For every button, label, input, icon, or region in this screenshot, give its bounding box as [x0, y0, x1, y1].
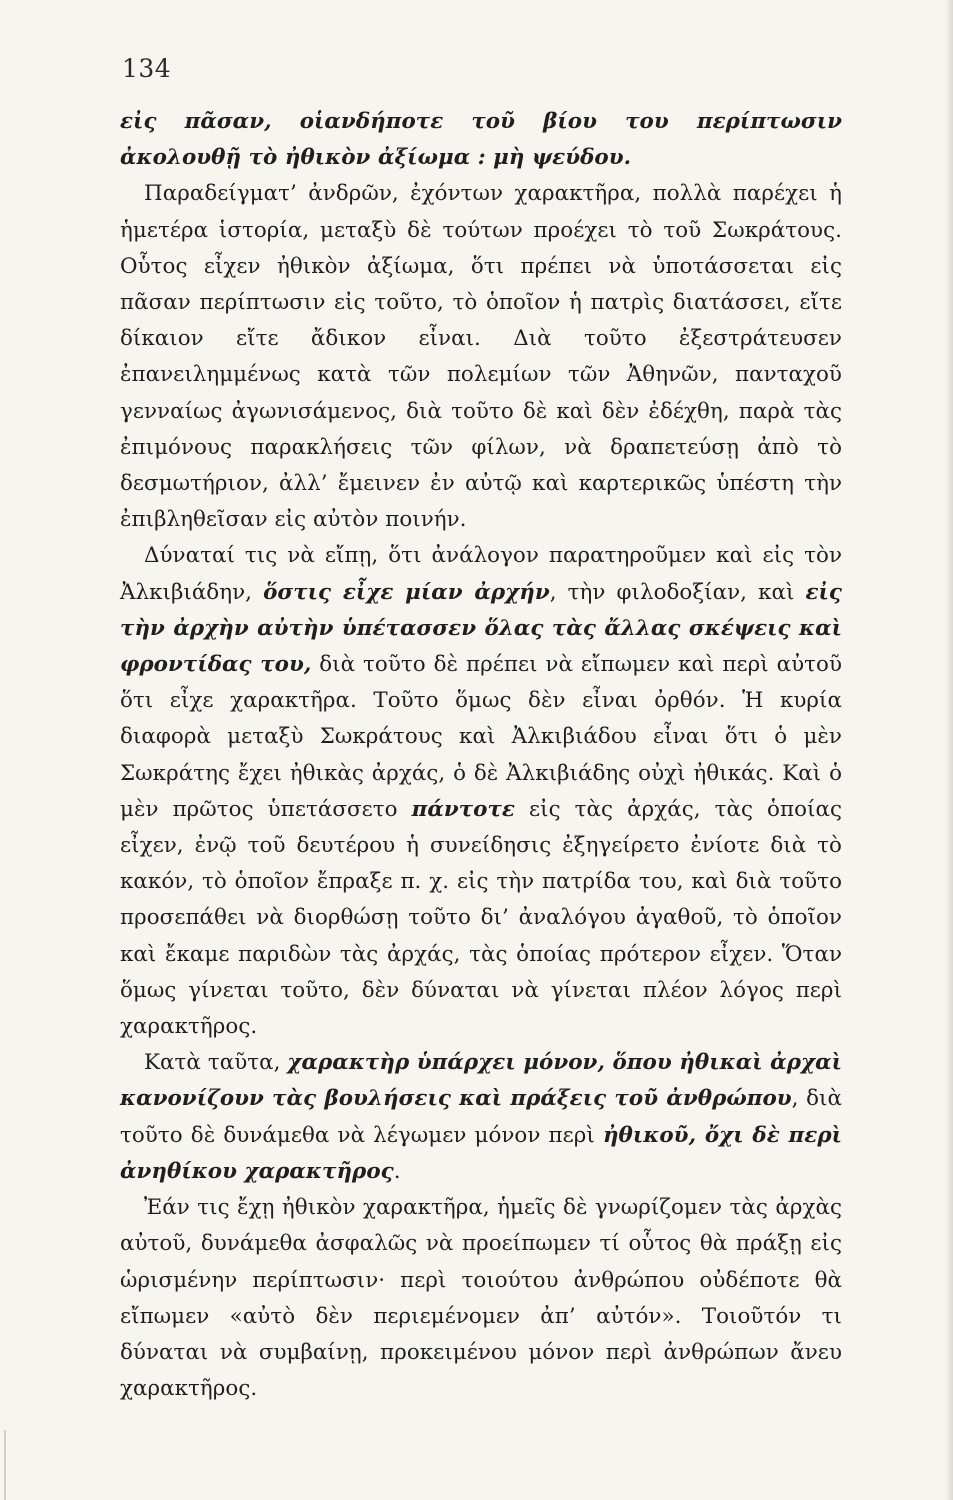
page-edge-shadow	[946, 0, 953, 1500]
text-segment: , τὴν φιλοδοξίαν, καὶ	[549, 579, 806, 605]
emphasized-text: εἰς τὴν ἀρχὴν αὐτὴν ὑπέτασσεν ὅλας τὰς ἄλλας σκέψεις καὶ φροντίδας του,	[120, 579, 842, 678]
paragraph	[120, 176, 842, 538]
text-segment: Ἐάν τις ἔχῃ ἠθικὸν χαρακτῆρα, ἡμεῖς δὲ γνωρίζομεν τὰς ἀρχὰς αὐτοῦ, δυνάμεθα ἀσφαλῶς νὰ προείπωμεν τί οὗτος θὰ πράξῃ εἰς ὡρισμένην περίπτωσιν· περὶ τοιούτου ἀνθρώπου οὐδέποτε θὰ εἴπωμεν «αὐτὸ δὲν περιεμένομεν ἀπ’ αὐτόν». Τοιοῦτόν τι δύναται νὰ συμβαίνῃ, προκειμένου μόνον περὶ ἀνθρώπων ἄνευ χαρακτῆρος.	[120, 1195, 842, 1402]
text-segment: διὰ τοῦτο δὲ πρέπει νὰ εἴπωμεν καὶ περὶ αὐτοῦ ὅτι εἶχε χαρακτῆρα. Τοῦτο ὅμως δὲν εἶναι ὀρθόν. Ἡ κυρία διαφορὰ μεταξὺ Σωκράτους καὶ Ἀλκιβιάδου εἶναι ὅτι ὁ μὲν Σωκράτης ἔχει ἠθικὰς ἀρχάς, ὁ δὲ Ἀλκιβιάδης οὐχὶ ἠθικάς. Καὶ ὁ μὲν πρῶτος ὑπετάσσετο	[120, 652, 842, 822]
text-segment: , διὰ τοῦτο δὲ δυνάμεθα νὰ λέγωμεν μόνον περὶ	[120, 1086, 842, 1148]
paragraph	[120, 1045, 842, 1190]
emphasized-text: ἠθικοῦ, ὄχι δὲ περὶ ἀνηθίκου χαρακτῆρος	[120, 1122, 842, 1184]
text-segment: .	[393, 1158, 401, 1184]
text-segment: εἰς τὰς ἀρχάς, τὰς ὁποίας εἶχεν, ἐνῷ τοῦ δευτέρου ἡ συνείδησις ἐξηγείρετο ἐνίοτε διὰ τὸ κακόν, τὸ ὁποῖον ἔπραξε π. χ. εἰς τὴν πατρίδα του, καὶ διὰ τοῦτο προσεπάθει νὰ διορθώσῃ τοῦτο δι’ ἀναλόγου ἀγαθοῦ, τὸ ὁποῖον καὶ ἔκαμε παριδὼν τὰς ἀρχάς, τὰς ὁποίας πρότερον εἶχεν. Ὅταν ὅμως γίνεται τοῦτο, δὲν δύναται νὰ γίνεται πλέον λόγος περὶ χαρακτῆρος.	[120, 796, 842, 1040]
body-text	[120, 104, 842, 1407]
text-segment: Δύναταί τις νὰ εἴπῃ, ὅτι ἀνάλογον παρατηροῦμεν καὶ εἰς τὸν Ἀλκιβιάδην,	[120, 543, 842, 605]
emphasized-text: πάντοτε	[411, 796, 515, 822]
scan-edge-mark	[4, 1430, 6, 1500]
text-segment: Παραδείγματ’ ἀνδρῶν, ἐχόντων χαρακτῆρα, πολλὰ παρέχει ἡ ἡμετέρα ἱστορία, μεταξὺ δὲ τούτων προέχει τὸ τοῦ Σωκράτους. Οὗτος εἶχεν ἠθικὸν ἀξίωμα, ὅτι πρέπει νὰ ὑποτάσσεται εἰς πᾶσαν περίπτωσιν εἰς τοῦτο, τὸ ὁποῖον ἡ πατρὶς διατάσσει, εἴτε δίκαιον εἴτε ἄδικον εἶναι. Διὰ τοῦτο ἐξεστράτευσεν ἐπανειλημμένως κατὰ τῶν πολεμίων τῶν Ἀθηνῶν, πανταχοῦ γενναίως ἀγωνισάμενος, διὰ τοῦτο δὲ καὶ δὲν ἐδέχθη, παρὰ τὰς ἐπιμόνους παρακλήσεις τῶν φίλων, νὰ δραπετεύσῃ ἀπὸ τὸ δεσμωτήριον, ἀλλ’ ἔμεινεν ἐν αὐτῷ καὶ καρτερικῶς ὑπέστη τὴν ἐπιβληθεῖσαν εἰς αὐτὸν ποινήν.	[120, 181, 842, 533]
page-number: 134	[122, 54, 172, 83]
emphasized-text: χαρακτὴρ ὑπάρχει μόνον, ὅπου ἠθικαὶ ἀρχαὶ κανονίζουν τὰς βουλήσεις καὶ πράξεις τοῦ ἀνθρώπου	[120, 1050, 842, 1112]
paragraph	[120, 538, 842, 1045]
paragraph	[120, 1190, 842, 1407]
text-segment: Κατὰ ταῦτα,	[144, 1050, 288, 1076]
emphasized-text: εἰς πᾶσαν, οἱανδήποτε τοῦ βίου του περίπτωσιν ἀκολουθῇ τὸ ἠθικὸν ἀξίωμα : μὴ ψεύδου.	[120, 109, 842, 171]
paragraph	[120, 104, 842, 176]
emphasized-text: ὅστις εἶχε μίαν ἀρχήν	[263, 579, 550, 605]
